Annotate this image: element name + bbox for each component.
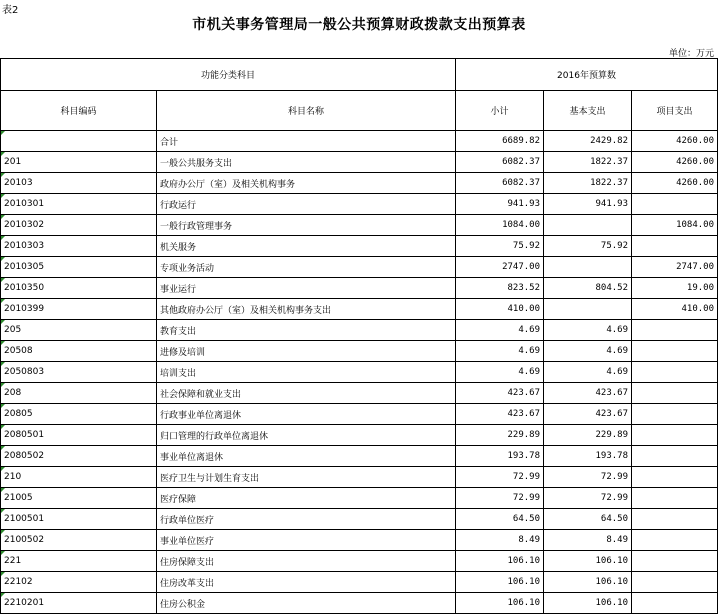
table-row[interactable]	[1, 425, 718, 446]
cell-name[interactable]: 合计	[157, 131, 456, 152]
cell-name[interactable]: 教育支出	[157, 320, 456, 341]
cell-code[interactable]: 2050803	[1, 362, 157, 383]
cell-name[interactable]: 行政运行	[157, 194, 456, 215]
cell-code[interactable]: 210	[1, 467, 157, 488]
cell-basic[interactable]: 72.99	[544, 467, 632, 488]
cell-code[interactable]: 2010301	[1, 194, 157, 215]
cell-project[interactable]	[632, 320, 718, 341]
table-row[interactable]	[1, 257, 718, 278]
cell-basic[interactable]	[544, 215, 632, 236]
cell-code[interactable]: 20103	[1, 173, 157, 194]
cell-code[interactable]: 20805	[1, 404, 157, 425]
cell-subtotal[interactable]: 193.78	[456, 446, 544, 467]
page-title: 市机关事务管理局一般公共预算财政拨款支出预算表	[192, 17, 526, 33]
cell-project[interactable]: 4260.00	[632, 152, 718, 173]
table-row[interactable]	[1, 194, 718, 215]
cell-basic[interactable]: 423.67	[544, 383, 632, 404]
cell-basic[interactable]: 75.92	[544, 236, 632, 257]
cell-name[interactable]: 其他政府办公厅（室）及相关机构事务支出	[157, 299, 456, 320]
table-row[interactable]	[1, 404, 718, 425]
cell-project[interactable]	[632, 509, 718, 530]
cell-basic[interactable]: 941.93	[544, 194, 632, 215]
header-row-columns	[1, 91, 718, 131]
sheet-label: 表2	[2, 5, 19, 16]
cell-name[interactable]: 归口管理的行政单位离退休	[157, 425, 456, 446]
cell-basic[interactable]: 193.78	[544, 446, 632, 467]
cell-project[interactable]	[632, 383, 718, 404]
cell-basic[interactable]: 1822.37	[544, 152, 632, 173]
header-project: 项目支出	[632, 91, 718, 131]
table-row[interactable]	[1, 383, 718, 404]
cell-project[interactable]	[632, 593, 718, 614]
table-row[interactable]	[1, 509, 718, 530]
cell-name[interactable]: 一般公共服务支出	[157, 152, 456, 173]
table-row[interactable]	[1, 215, 718, 236]
budget-table	[0, 58, 718, 614]
header-basic: 基本支出	[544, 91, 632, 131]
cell-project[interactable]	[632, 551, 718, 572]
cell-project[interactable]	[632, 194, 718, 215]
cell-project[interactable]: 1084.00	[632, 215, 718, 236]
cell-name[interactable]: 机关服务	[157, 236, 456, 257]
cell-code[interactable]: 2010350	[1, 278, 157, 299]
cell-subtotal[interactable]: 1084.00	[456, 215, 544, 236]
cell-basic[interactable]: 72.99	[544, 488, 632, 509]
cell-name[interactable]: 专项业务活动	[157, 257, 456, 278]
header-code: 科目编码	[1, 91, 157, 131]
cell-name[interactable]: 政府办公厅（室）及相关机构事务	[157, 173, 456, 194]
table-row[interactable]	[1, 131, 718, 152]
cell-name[interactable]: 进修及培训	[157, 341, 456, 362]
cell-project[interactable]: 2747.00	[632, 257, 718, 278]
cell-subtotal[interactable]: 8.49	[456, 530, 544, 551]
cell-basic[interactable]: 106.10	[544, 572, 632, 593]
cell-subtotal[interactable]: 106.10	[456, 593, 544, 614]
cell-code[interactable]: 2010302	[1, 215, 157, 236]
cell-subtotal[interactable]: 941.93	[456, 194, 544, 215]
cell-name[interactable]: 一般行政管理事务	[157, 215, 456, 236]
cell-subtotal[interactable]: 423.67	[456, 383, 544, 404]
cell-code[interactable]: 21005	[1, 488, 157, 509]
cell-project[interactable]	[632, 530, 718, 551]
header-name: 科目名称	[157, 91, 456, 131]
header-function-classification: 功能分类科目	[1, 59, 456, 91]
cell-code[interactable]: 205	[1, 320, 157, 341]
cell-subtotal[interactable]: 106.10	[456, 572, 544, 593]
cell-code[interactable]: 2010399	[1, 299, 157, 320]
cell-subtotal[interactable]: 72.99	[456, 467, 544, 488]
cell-project[interactable]: 19.00	[632, 278, 718, 299]
cell-subtotal[interactable]: 4.69	[456, 341, 544, 362]
cell-code[interactable]: 201	[1, 152, 157, 173]
cell-basic[interactable]: 804.52	[544, 278, 632, 299]
cell-subtotal[interactable]: 2747.00	[456, 257, 544, 278]
unit-label: 单位：万元	[668, 49, 714, 59]
table-row[interactable]	[1, 299, 718, 320]
cell-basic[interactable]: 229.89	[544, 425, 632, 446]
cell-basic[interactable]	[544, 299, 632, 320]
cell-subtotal[interactable]: 4.69	[456, 362, 544, 383]
cell-basic[interactable]: 106.10	[544, 551, 632, 572]
cell-subtotal[interactable]: 6082.37	[456, 152, 544, 173]
table-row[interactable]	[1, 173, 718, 194]
cell-subtotal[interactable]: 4.69	[456, 320, 544, 341]
cell-basic[interactable]: 8.49	[544, 530, 632, 551]
table-row[interactable]	[1, 320, 718, 341]
cell-code[interactable]: 2010303	[1, 236, 157, 257]
table-row[interactable]	[1, 488, 718, 509]
cell-name[interactable]: 事业单位离退休	[157, 446, 456, 467]
cell-subtotal[interactable]: 64.50	[456, 509, 544, 530]
cell-code[interactable]: 2080502	[1, 446, 157, 467]
cell-subtotal[interactable]: 423.67	[456, 404, 544, 425]
table-row[interactable]	[1, 572, 718, 593]
cell-basic[interactable]: 1822.37	[544, 173, 632, 194]
cell-code[interactable]: 208	[1, 383, 157, 404]
header-row-group	[1, 59, 718, 91]
cell-name[interactable]: 培训支出	[157, 362, 456, 383]
cell-project[interactable]	[632, 572, 718, 593]
table-row[interactable]	[1, 551, 718, 572]
cell-name[interactable]: 行政单位医疗	[157, 509, 456, 530]
table-row[interactable]	[1, 341, 718, 362]
cell-name[interactable]: 住房改革支出	[157, 572, 456, 593]
cell-name[interactable]: 住房公积金	[157, 593, 456, 614]
cell-subtotal[interactable]: 410.00	[456, 299, 544, 320]
cell-subtotal[interactable]: 72.99	[456, 488, 544, 509]
cell-code[interactable]: 2010305	[1, 257, 157, 278]
cell-subtotal[interactable]: 823.52	[456, 278, 544, 299]
table-row[interactable]	[1, 236, 718, 257]
cell-subtotal[interactable]: 6082.37	[456, 173, 544, 194]
cell-basic[interactable]: 4.69	[544, 341, 632, 362]
cell-project[interactable]: 4260.00	[632, 173, 718, 194]
cell-name[interactable]: 医疗卫生与计划生育支出	[157, 467, 456, 488]
cell-project[interactable]	[632, 362, 718, 383]
cell-basic[interactable]: 4.69	[544, 362, 632, 383]
cell-name[interactable]: 事业运行	[157, 278, 456, 299]
cell-project[interactable]: 410.00	[632, 299, 718, 320]
cell-code[interactable]: 22102	[1, 572, 157, 593]
header-budget-year: 2016年预算数	[456, 59, 718, 91]
cell-subtotal[interactable]: 106.10	[456, 551, 544, 572]
cell-subtotal[interactable]: 75.92	[456, 236, 544, 257]
cell-project[interactable]	[632, 341, 718, 362]
cell-basic[interactable]: 4.69	[544, 320, 632, 341]
table-row[interactable]	[1, 152, 718, 173]
cell-basic[interactable]: 2429.82	[544, 131, 632, 152]
cell-name[interactable]: 住房保障支出	[157, 551, 456, 572]
header-subtotal: 小计	[456, 91, 544, 131]
cell-project[interactable]	[632, 446, 718, 467]
table-row[interactable]	[1, 593, 718, 614]
table-row[interactable]	[1, 467, 718, 488]
cell-code[interactable]: 2100502	[1, 530, 157, 551]
cell-code[interactable]: 221	[1, 551, 157, 572]
cell-code[interactable]	[1, 131, 157, 152]
cell-code[interactable]: 2210201	[1, 593, 157, 614]
table-row[interactable]	[1, 446, 718, 467]
cell-name[interactable]: 行政事业单位离退休	[157, 404, 456, 425]
cell-name[interactable]: 医疗保障	[157, 488, 456, 509]
cell-project[interactable]: 4260.00	[632, 131, 718, 152]
cell-basic[interactable]: 106.10	[544, 593, 632, 614]
cell-project[interactable]	[632, 236, 718, 257]
cell-basic[interactable]: 64.50	[544, 509, 632, 530]
cell-basic[interactable]	[544, 257, 632, 278]
cell-project[interactable]	[632, 488, 718, 509]
cell-project[interactable]	[632, 467, 718, 488]
cell-code[interactable]: 2100501	[1, 509, 157, 530]
budget-table-wrapper	[0, 58, 718, 614]
cell-subtotal[interactable]: 229.89	[456, 425, 544, 446]
table-row[interactable]	[1, 530, 718, 551]
cell-basic[interactable]: 423.67	[544, 404, 632, 425]
cell-project[interactable]	[632, 425, 718, 446]
cell-subtotal[interactable]: 6689.82	[456, 131, 544, 152]
cell-name[interactable]: 事业单位医疗	[157, 530, 456, 551]
cell-project[interactable]	[632, 404, 718, 425]
table-row[interactable]	[1, 278, 718, 299]
table-row[interactable]	[1, 362, 718, 383]
cell-code[interactable]: 2080501	[1, 425, 157, 446]
cell-name[interactable]: 社会保障和就业支出	[157, 383, 456, 404]
cell-code[interactable]: 20508	[1, 341, 157, 362]
